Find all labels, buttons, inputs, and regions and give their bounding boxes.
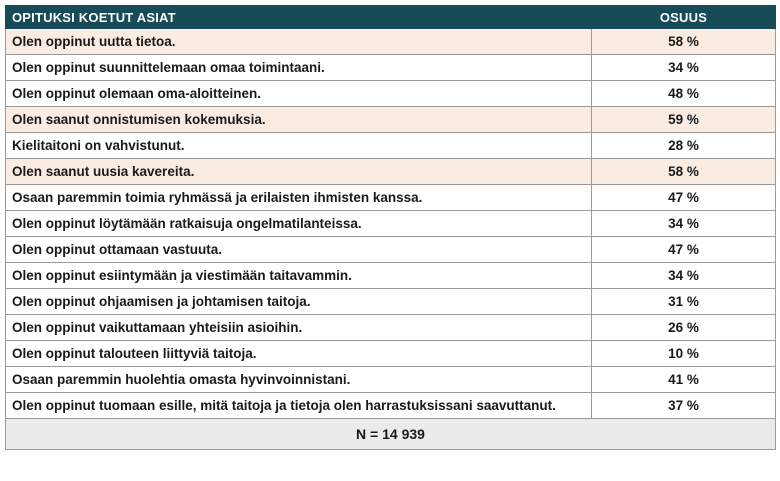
column-header-share: OSUUS [592,6,776,29]
table-row [6,29,776,55]
row-statement: Olen oppinut ohjaamisen ja johtamisen taitoja. [6,289,592,315]
row-share-value: 34 % [592,263,776,289]
table-row [6,237,776,263]
table-row [6,367,776,393]
row-share-value: 34 % [592,55,776,81]
row-share-value: 31 % [592,289,776,315]
table-body [6,29,776,419]
row-statement: Olen oppinut tuomaan esille, mitä taitoja ja tietoja olen harrastuksissani saavuttanut. [6,393,592,419]
row-statement: Olen saanut uusia kavereita. [6,159,592,185]
results-table [5,5,776,450]
row-statement: Kielitaitoni on vahvistunut. [6,133,592,159]
row-statement: Olen oppinut esiintymään ja viestimään taitavammin. [6,263,592,289]
row-statement: Osaan paremmin toimia ryhmässä ja erilaisten ihmisten kanssa. [6,185,592,211]
row-share-value: 34 % [592,211,776,237]
row-share-value: 58 % [592,159,776,185]
row-statement: Olen oppinut suunnittelemaan omaa toimintaani. [6,55,592,81]
table-row [6,211,776,237]
table-row [6,107,776,133]
table-row [6,315,776,341]
table-row [6,289,776,315]
row-share-value: 47 % [592,185,776,211]
row-statement: Osaan paremmin huolehtia omasta hyvinvoinnistani. [6,367,592,393]
row-share-value: 59 % [592,107,776,133]
row-share-value: 26 % [592,315,776,341]
row-share-value: 10 % [592,341,776,367]
row-statement: Olen saanut onnistumisen kokemuksia. [6,107,592,133]
column-header-learned-things: OPITUKSI KOETUT ASIAT [6,6,592,29]
row-statement: Olen oppinut talouteen liittyviä taitoja. [6,341,592,367]
table-footer [6,419,776,450]
row-share-value: 48 % [592,81,776,107]
table-row [6,81,776,107]
table-row [6,159,776,185]
row-statement: Olen oppinut vaikuttamaan yhteisiin asioihin. [6,315,592,341]
row-share-value: 37 % [592,393,776,419]
table-row [6,55,776,81]
row-share-value: 47 % [592,237,776,263]
table-row [6,263,776,289]
results-table-container [5,5,775,450]
row-share-value: 58 % [592,29,776,55]
header-row [6,6,776,29]
table-row [6,341,776,367]
table-row [6,185,776,211]
row-share-value: 28 % [592,133,776,159]
footer-row [6,419,776,450]
sample-size: N = 14 939 [6,419,776,450]
row-statement: Olen oppinut löytämään ratkaisuja ongelmatilanteissa. [6,211,592,237]
row-statement: Olen oppinut ottamaan vastuuta. [6,237,592,263]
row-statement: Olen oppinut olemaan oma-aloitteinen. [6,81,592,107]
row-share-value: 41 % [592,367,776,393]
table-row [6,393,776,419]
table-header [6,6,776,29]
row-statement: Olen oppinut uutta tietoa. [6,29,592,55]
table-row [6,133,776,159]
